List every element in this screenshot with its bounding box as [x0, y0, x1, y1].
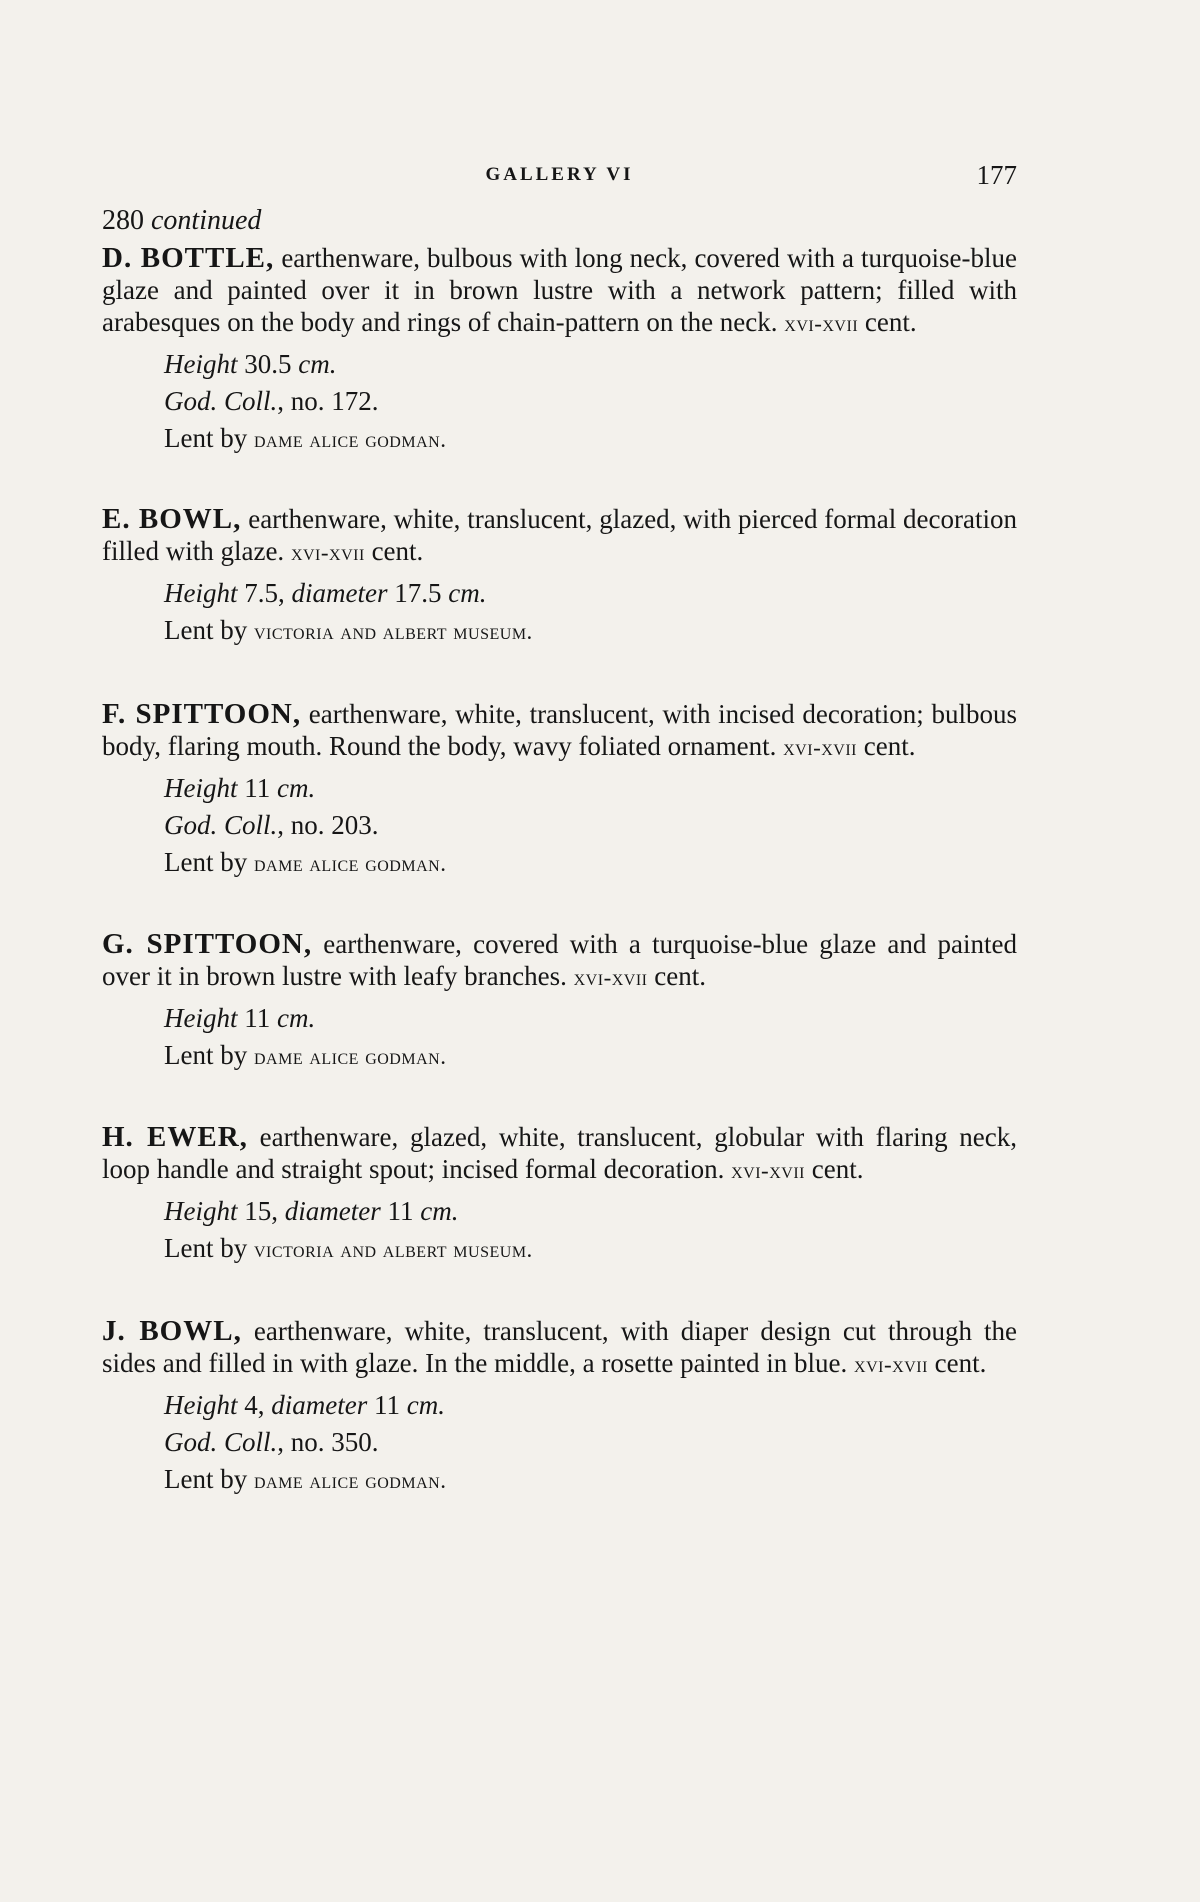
dimension-value: 11	[237, 1003, 277, 1033]
lender-name: dame alice godman.	[253, 427, 447, 452]
entry-period-suffix: cent.	[927, 1348, 987, 1378]
entry-lender	[164, 1037, 1017, 1075]
lent-by-label: Lent by	[164, 423, 254, 453]
dimension-label: Height	[164, 1196, 238, 1226]
entry-period: xvi-xvii	[573, 965, 648, 990]
dimension-value-2: 11	[380, 1196, 421, 1226]
entry-meta	[164, 1387, 1017, 1499]
entry-description	[102, 503, 1017, 569]
lent-by-label: Lent by	[164, 615, 254, 645]
entry-period-suffix: cent.	[364, 536, 424, 566]
dimension-label: Height	[164, 349, 238, 379]
dimension-label: Height	[164, 578, 238, 608]
collection-label: God. Coll.	[164, 810, 278, 840]
lender-name: dame alice godman.	[253, 1044, 447, 1069]
lent-by-label: Lent by	[164, 1464, 254, 1494]
entry-meta	[164, 346, 1017, 458]
entry-period-suffix: cent.	[858, 307, 917, 337]
catalogue-entry-g	[102, 928, 1017, 1075]
entry-period-suffix: cent.	[804, 1154, 864, 1184]
entry-dimensions	[164, 575, 1017, 612]
collection-number: , no. 350.	[277, 1427, 379, 1457]
entry-meta	[164, 1000, 1017, 1075]
dimension-label-2: diameter	[284, 1196, 381, 1226]
entry-period: xvi-xvii	[783, 735, 857, 760]
entry-collection	[164, 383, 1017, 420]
page-number: 177	[976, 160, 1017, 190]
entry-period-suffix: cent.	[647, 961, 706, 991]
running-head: GALLERY VI	[485, 164, 634, 185]
lender-name: dame alice godman.	[253, 1468, 447, 1493]
dimension-value: 4,	[237, 1390, 272, 1420]
entry-period-suffix: cent.	[857, 731, 916, 761]
collection-label: God. Coll.	[164, 1427, 278, 1457]
lender-name: victoria and albert museum.	[253, 1237, 533, 1262]
dimension-value: 7.5,	[237, 578, 292, 608]
entry-description	[102, 928, 1017, 994]
entry-period: xvi-xvii	[731, 1158, 805, 1183]
entry-period: xvi-xvii	[290, 540, 365, 565]
dimension-unit: cm.	[420, 1196, 459, 1226]
collection-label: God. Coll.	[164, 386, 278, 416]
entry-text: earthenware, white, translucent, glazed, with pierced formal decoration filled with glaze.	[102, 504, 1018, 566]
dimension-unit: cm.	[277, 1003, 316, 1033]
page-header	[102, 160, 1017, 200]
entry-lender	[164, 1230, 1017, 1268]
entry-title: H. EWER,	[102, 1121, 248, 1153]
entry-lender	[164, 1461, 1017, 1499]
collection-number: , no. 203.	[277, 810, 379, 840]
entry-description	[102, 1315, 1017, 1381]
entry-dimensions	[164, 770, 1017, 807]
dimension-value-2: 17.5	[387, 578, 449, 608]
dimension-unit: cm.	[448, 578, 487, 608]
entry-lender	[164, 420, 1017, 458]
catalogue-entry-f	[102, 698, 1017, 882]
entry-title: D. BOTTLE,	[102, 242, 275, 274]
entry-text: earthenware, white, translucent, with diaper design cut through the sides and filled in with glaze. In the middle, a rosette painted in blue.	[102, 1316, 1017, 1378]
catalogue-entry-h	[102, 1121, 1017, 1268]
entry-text: earthenware, white, translucent, with incised decoration; bulbous body, flaring mouth. Round the body, wavy foliated ornament.	[102, 699, 1018, 761]
entry-period: xvi-xvii	[854, 1352, 928, 1377]
catalogue-entry-d	[102, 242, 1017, 458]
lender-name: dame alice godman.	[253, 851, 447, 876]
entry-description	[102, 242, 1017, 340]
continued-heading	[102, 204, 1017, 238]
entry-dimensions	[164, 1193, 1017, 1230]
lent-by-label: Lent by	[164, 847, 254, 877]
entry-text: earthenware, covered with a turquoise-blue glaze and painted over it in brown lustre with leafy branches.	[102, 929, 1018, 991]
dimension-value-2: 11	[367, 1390, 407, 1420]
dimension-label: Height	[164, 773, 238, 803]
dimension-unit: cm.	[277, 773, 316, 803]
entry-collection	[164, 1424, 1017, 1461]
entry-dimensions	[164, 1000, 1017, 1037]
entry-description	[102, 698, 1017, 764]
entry-description	[102, 1121, 1017, 1187]
entry-title: J. BOWL,	[102, 1315, 242, 1347]
entry-lender	[164, 612, 1017, 650]
catalogue-entry-e	[102, 503, 1017, 650]
entry-meta	[164, 770, 1017, 882]
lent-by-label: Lent by	[164, 1233, 254, 1263]
entry-lender	[164, 844, 1017, 882]
catalogue-content	[102, 204, 1017, 1499]
dimension-unit: cm.	[406, 1390, 445, 1420]
lent-by-label: Lent by	[164, 1040, 254, 1070]
dimension-value: 11	[237, 773, 277, 803]
entry-text: earthenware, bulbous with long neck, covered with a turquoise-blue glaze and painted over it in brown lustre with a network pattern; filled with arabesques on the body and rings of chain-pattern on the neck.	[102, 243, 1017, 337]
entry-text: earthenware, glazed, white, translucent, globular with flaring neck, loop handle and straight spout; incised formal decoration.	[102, 1122, 1017, 1184]
collection-number: , no. 172.	[277, 386, 379, 416]
dimension-label: Height	[164, 1390, 238, 1420]
entry-meta	[164, 575, 1017, 650]
dimension-label: Height	[164, 1003, 238, 1033]
lender-name: victoria and albert museum.	[253, 619, 533, 644]
entry-dimensions	[164, 1387, 1017, 1424]
dimension-value: 15,	[237, 1196, 285, 1226]
dimension-label-2: diameter	[271, 1390, 368, 1420]
dimension-value: 30.5	[237, 349, 299, 379]
entry-number: 280	[102, 205, 144, 236]
entry-meta	[164, 1193, 1017, 1268]
dimension-label-2: diameter	[291, 578, 388, 608]
continued-label: continued	[151, 205, 262, 236]
entry-title: G. SPITTOON,	[102, 928, 313, 960]
dimension-unit: cm.	[298, 349, 337, 379]
entry-dimensions	[164, 346, 1017, 383]
catalogue-entry-j	[102, 1315, 1017, 1499]
entry-title: E. BOWL,	[102, 503, 242, 535]
entry-period: xvi-xvii	[784, 311, 859, 336]
entry-title: F. SPITTOON,	[102, 698, 302, 730]
entry-collection	[164, 807, 1017, 844]
